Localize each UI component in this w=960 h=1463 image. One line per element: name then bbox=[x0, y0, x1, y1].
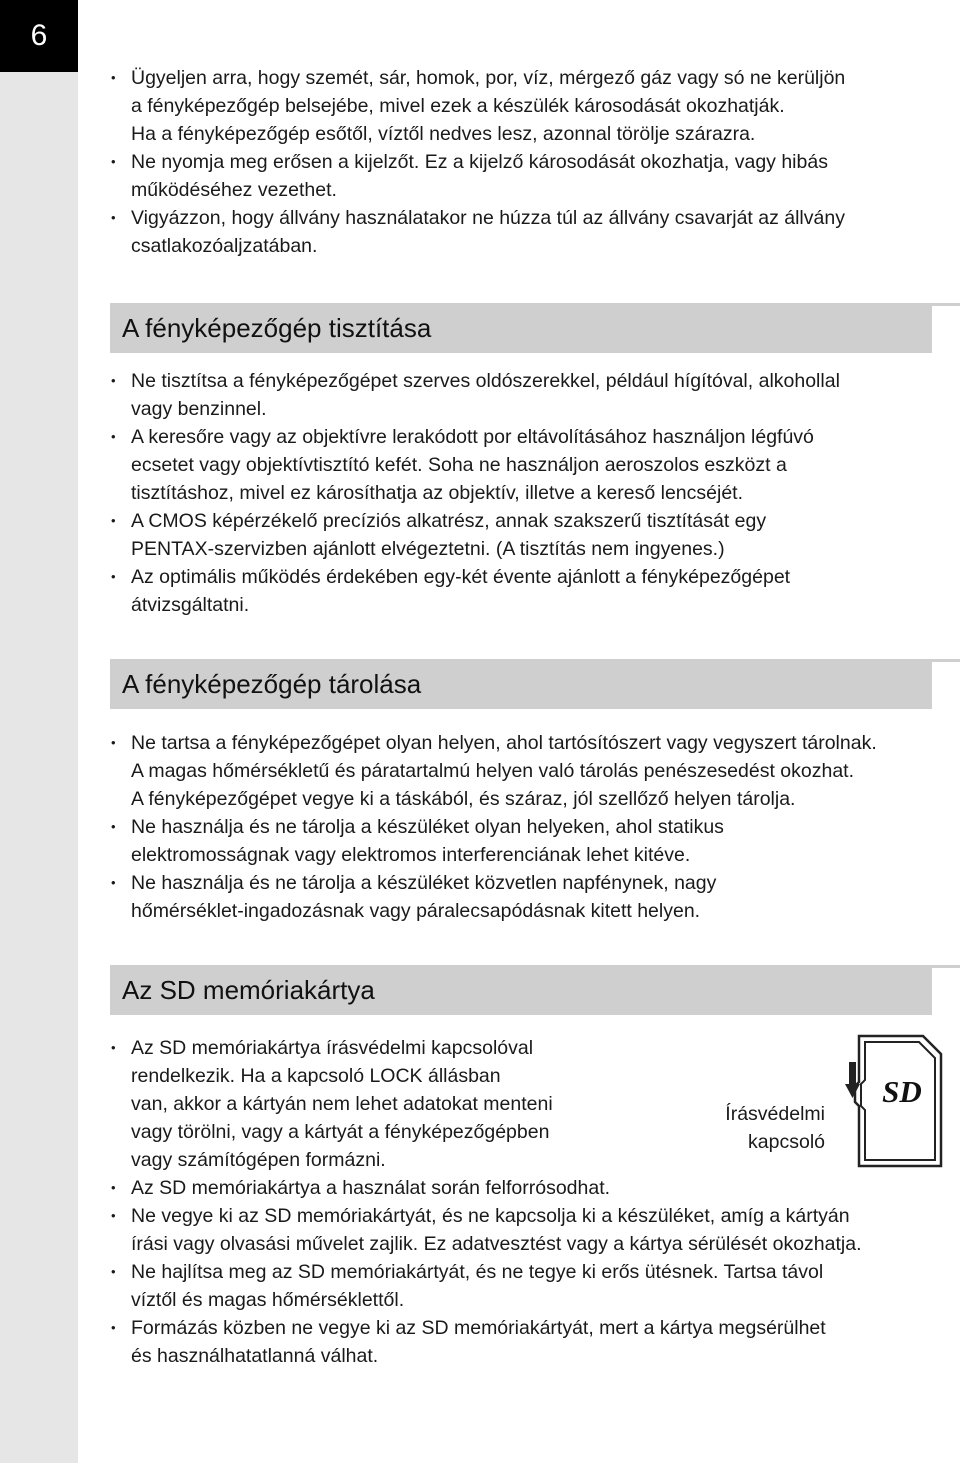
list-item: • Ne nyomja meg erősen a kijelzőt. Ez a kijelző károsodását okozhatja, vagy hibás működéséhez vezethet. bbox=[110, 148, 955, 204]
list-item: • Ne hajlítsa meg az SD memóriakártyát, és ne tegye ki erős ütésnek. Tartsa távol víztől és magas hőmérséklettől. bbox=[110, 1258, 955, 1314]
list-item: • Az optimális működés érdekében egy-két évente ajánlott a fényképezőgépet átvizsgáltatni. bbox=[110, 563, 955, 619]
sd-section-body bbox=[110, 1034, 955, 1370]
list-item: • Az SD memóriakártya a használat során felforrósodhat. bbox=[110, 1174, 955, 1202]
intro-bullet-list bbox=[110, 64, 955, 260]
sd-bullet-list bbox=[110, 1034, 955, 1370]
list-item: • Ne használja és ne tárolja a készüléket olyan helyeken, ahol statikus elektromosságnak vagy elektromos interferenciának lehet kitéve. bbox=[110, 813, 955, 869]
section-heading-sd-card: Az SD memóriakártya bbox=[110, 965, 932, 1015]
list-item: • Ne használja és ne tárolja a készüléket közvetlen napfénynek, nagy hőmérséklet-ingadozásnak vagy páralecsapódásnak kitett helyen. bbox=[110, 869, 955, 925]
sd-logo-text: SD bbox=[882, 1074, 922, 1109]
write-protect-caption: Írásvédelmi kapcsoló bbox=[725, 1103, 825, 1153]
list-item: • Formázás közben ne vegye ki az SD memóriakártyát, mert a kártya megsérülhet és használhatatlanná válhat. bbox=[110, 1314, 955, 1370]
left-margin-strip bbox=[0, 0, 78, 1463]
list-item: • Ügyeljen arra, hogy szemét, sár, homok, por, víz, mérgező gáz vagy só ne kerüljön a fényképezőgép belsejébe, mivel ezek a készülék károsodását okozhatják. Ha a fényképezőgép esőtől, víztől nedves lesz, azonnal törölje szárazra. bbox=[110, 64, 955, 148]
page-content bbox=[110, 64, 955, 1370]
list-item: • Ne vegye ki az SD memóriakártyát, és ne kapcsolja ki a készüléket, amíg a kártyán írási vagy olvasási művelet zajlik. Ez adatvesztést vagy a kártya sérülését okozhatja. bbox=[110, 1202, 955, 1258]
list-item: • Az SD memóriakártya írásvédelmi kapcsolóval rendelkezik. Ha a kapcsoló LOCK állásban van, akkor a kártyán nem lehet adatokat menteni vagy törölni, vagy a kártyát a fényképezőgépben vagy számítógépen formázni. bbox=[110, 1034, 955, 1174]
storage-bullet-list bbox=[110, 729, 955, 925]
cleaning-bullet-list bbox=[110, 367, 955, 619]
list-item: • Ne tartsa a fényképezőgépet olyan helyen, ahol tartósítószert vagy vegyszert tárolnak. A magas hőmérsékletű és páratartalmú helyen való tárolás penészesedést okozhat. A fényképezőgépet vegye ki a táskából, és száraz, jól szellőző helyen tárolja. bbox=[110, 729, 955, 813]
section-heading-cleaning: A fényképezőgép tisztítása bbox=[110, 303, 932, 353]
list-item: • Vigyázzon, hogy állvány használatakor ne húzza túl az állvány csavarját az állvány csatlakozóaljzatában. bbox=[110, 204, 955, 260]
section-heading-storage: A fényképezőgép tárolása bbox=[110, 659, 932, 709]
page-number: 6 bbox=[0, 0, 78, 72]
list-item: • Ne tisztítsa a fényképezőgépet szerves oldószerekkel, például hígítóval, alkohollal vagy benzinnel. bbox=[110, 367, 955, 423]
list-item: • A CMOS képérzékelő precíziós alkatrész, annak szakszerű tisztítását egy PENTAX-szervizben ajánlott elvégeztetni. (A tisztítás nem ingyenes.) bbox=[110, 507, 955, 563]
list-item: • A keresőre vagy az objektívre lerakódott por eltávolításához használjon légfúvó ecsetet vagy objektívtisztító kefét. Soha ne használjon aeroszolos eszközt a tisztításhoz, mivel ez károsíthatja az objektív, illetve a kereső lencséjét. bbox=[110, 423, 955, 507]
